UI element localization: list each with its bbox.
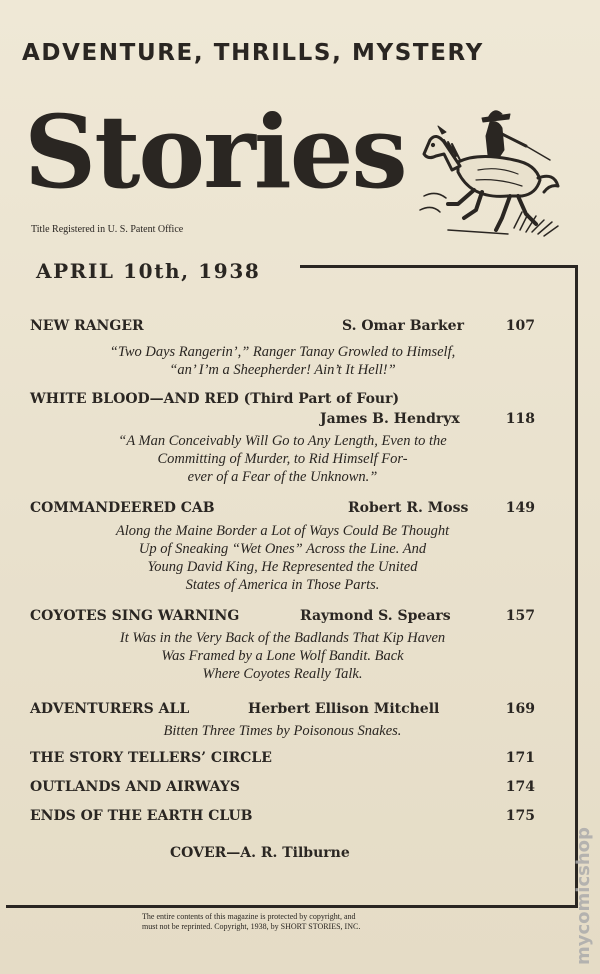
issue-date: APRIL 10th, 1938: [36, 259, 261, 283]
story-blurb: It Was in the Very Back of the Badlands That Kip Haven Was Framed by a Lone Wolf Bandit. Back Where Coyotes Really Talk.: [119, 630, 446, 682]
watermark: mycomicshop: [573, 827, 594, 965]
story-author: Raymond S. Spears: [300, 608, 451, 624]
toc-entry-department: [30, 750, 535, 770]
masthead-title: Stories: [24, 93, 406, 211]
toc-entry-author-line: [30, 411, 535, 431]
toc-entry: [30, 608, 535, 628]
story-title: COYOTES SING WARNING: [30, 608, 240, 624]
page-number: 169: [505, 701, 535, 717]
page-number: 157: [505, 608, 535, 624]
page-number: 118: [505, 411, 535, 427]
cover-credit: COVER—A. R. Tilburne: [170, 845, 350, 861]
toc-entry: [30, 500, 535, 520]
department-title: THE STORY TELLERS’ CIRCLE: [30, 750, 272, 766]
page-number: 174: [505, 779, 535, 795]
registered-notice: Title Registered in U. S. Patent Office: [31, 224, 184, 235]
page-number: 107: [505, 318, 535, 334]
story-title: NEW RANGER: [30, 318, 144, 334]
toc-entry-department: [30, 808, 535, 828]
story-blurb: Along the Maine Border a Lot of Ways Could Be Thought Up of Sneaking “Wet Ones” Across the Line. And Young David King, He Represented the United States of America in Those Parts.: [115, 523, 450, 593]
story-blurb: Bitten Three Times by Poisonous Snakes.: [163, 723, 402, 739]
page-number: 175: [505, 808, 535, 824]
toc-entry: [30, 701, 535, 721]
page-number: 149: [505, 500, 535, 516]
tagline: ADVENTURE, THRILLS, MYSTERY: [22, 40, 484, 66]
toc-entry: [30, 318, 535, 338]
story-title: WHITE BLOOD—AND RED (Third Part of Four): [30, 391, 400, 407]
department-title: OUTLANDS AND AIRWAYS: [30, 779, 240, 795]
story-title: COMMANDEERED CAB: [30, 500, 215, 516]
story-author: James B. Hendryx: [320, 411, 460, 427]
page-number: 171: [505, 750, 535, 766]
story-author: Herbert Ellison Mitchell: [248, 701, 440, 717]
story-blurb: “Two Days Rangerin’,” Ranger Tanay Growled to Himself, “an’ I’m a Sheepherder! Ain’t It Hell!”: [109, 344, 456, 378]
department-title: ENDS OF THE EARTH CLUB: [30, 808, 253, 824]
story-blurb: “A Man Conceivably Will Go to Any Length, Even to the Committing of Murder, to Rid Himself For- ever of a Fear of the Unknown.”: [118, 433, 447, 485]
story-title: ADVENTURERS ALL: [30, 701, 190, 717]
cowboy-on-horse-icon: [418, 100, 568, 250]
toc-entry-department: [30, 779, 535, 799]
border-rule-top: [300, 265, 578, 268]
toc-entry: [30, 391, 535, 411]
border-rule-bottom: [6, 905, 578, 908]
copyright-notice: The entire contents of this magazine is protected by copyright, and must not be reprinted. Copyright, 1938, by SHORT STORIES, INC.: [142, 912, 361, 931]
story-author: S. Omar Barker: [342, 318, 464, 334]
story-author: Robert R. Moss: [348, 500, 469, 516]
